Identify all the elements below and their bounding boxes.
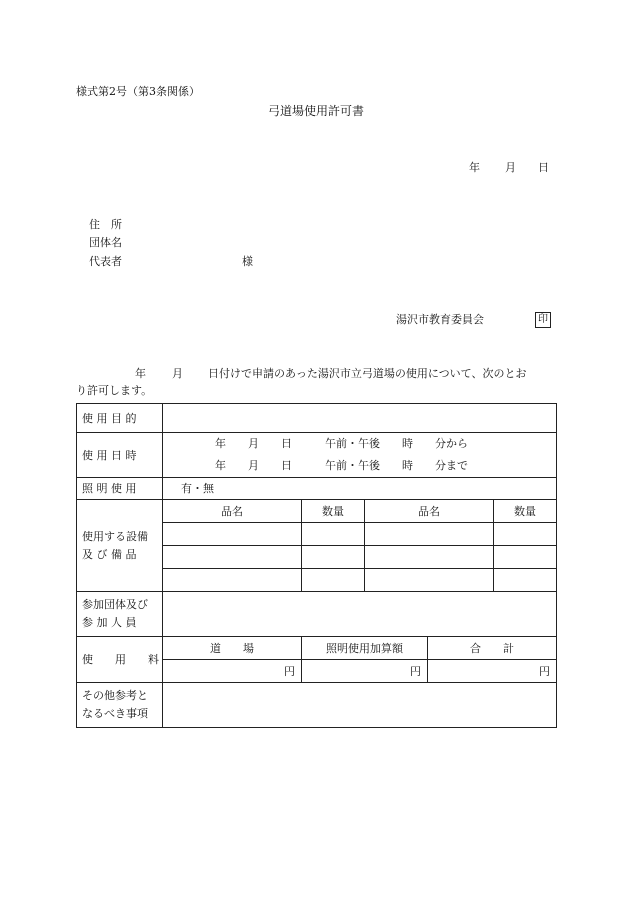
datetime-row [77,433,557,454]
participants-label-line1: 参加団体及び [82,598,148,612]
equipment-label-line2: 及 び 備 品 [82,547,137,561]
participants-row [77,592,557,637]
fee-lighting-yen[interactable]: 円 [302,660,428,683]
representative-label: 代表者 [89,255,122,268]
fee-header-total: 合 計 [428,637,557,660]
participants-value[interactable] [163,592,557,637]
participants-label-line2: 参 加 人 員 [82,616,137,629]
permit-table [76,403,557,728]
fee-header-hall: 道 場 [163,637,302,660]
datetime-from[interactable]: 年 月 日 午前・午後 時 分から [163,433,557,454]
body-line2: り許可します。 [76,384,153,397]
body-line1: 日付けで申請のあった湯沢市立弓道場の使用について、次のとお [208,367,527,380]
equip-cell[interactable] [302,523,365,546]
equip-header-qty-2: 数量 [494,500,557,523]
datetime-to[interactable]: 年 月 日 午前・午後 時 分まで [163,454,557,478]
datetime-label: 使 用 日 時 [77,433,163,478]
equip-header-name-1: 品名 [163,500,302,523]
notes-row [77,683,557,728]
notes-label-line1: その他参考と [82,689,148,703]
notes-value[interactable] [163,683,557,728]
equip-cell[interactable] [163,569,302,592]
equip-cell[interactable] [365,569,494,592]
fee-header-row [77,637,557,660]
body-month: 月 [172,367,183,380]
notes-label [77,683,163,728]
equip-cell[interactable] [494,569,557,592]
date-year: 年 [469,161,480,174]
purpose-row [77,404,557,433]
equipment-label-line1: 使用する設備 [82,529,148,543]
fee-header-lighting: 照明使用加算額 [302,637,428,660]
body-year: 年 [135,367,146,380]
fee-label: 使 用 料 [77,637,163,683]
group-name-label: 団体名 [89,236,122,249]
lighting-label: 照 明 使 用 [77,478,163,500]
lighting-row [77,478,557,500]
equip-cell[interactable] [365,546,494,569]
fee-total-yen[interactable]: 円 [428,660,557,683]
notes-label-line2: なるべき事項 [82,707,148,720]
purpose-label: 使 用 目 的 [77,404,163,433]
date-month: 月 [505,161,516,174]
document-title: 弓道場使用許可書 [268,104,365,118]
equipment-header-row [77,500,557,523]
equip-cell[interactable] [302,569,365,592]
lighting-value[interactable]: 有・無 [163,478,557,500]
date-day: 日 [538,161,549,174]
equip-cell[interactable] [163,546,302,569]
equip-cell[interactable] [302,546,365,569]
equip-header-qty-1: 数量 [302,500,365,523]
equipment-label [77,500,163,592]
equip-cell[interactable] [365,523,494,546]
purpose-value[interactable] [163,404,557,433]
issuer-name: 湯沢市教育委員会 [396,313,484,326]
address-label: 住 所 [89,218,122,231]
equip-cell[interactable] [163,523,302,546]
equip-cell[interactable] [494,546,557,569]
equip-header-name-2: 品名 [365,500,494,523]
equip-cell[interactable] [494,523,557,546]
honorific: 様 [242,255,253,268]
fee-hall-yen[interactable]: 円 [163,660,302,683]
form-number: 様式第2号（第3条関係） [76,85,200,98]
seal-mark: 印 [535,312,551,328]
participants-label [77,592,163,637]
